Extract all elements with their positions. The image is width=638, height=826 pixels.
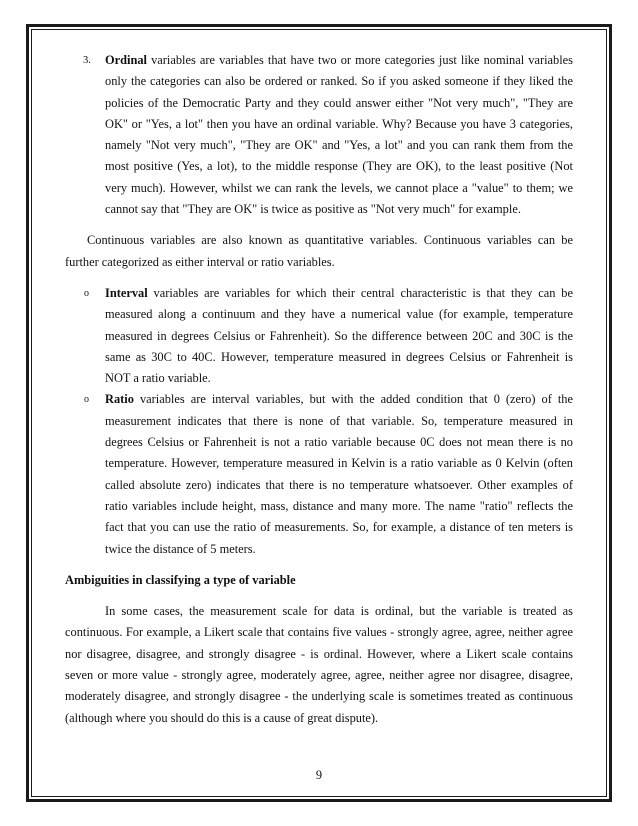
term-interval: Interval [105, 285, 148, 300]
ratio-paragraph [105, 389, 573, 559]
interval-paragraph [105, 283, 573, 389]
bullet-icon: o [84, 287, 89, 299]
term-ratio: Ratio [105, 392, 134, 407]
list-item-interval [65, 283, 573, 389]
term-ordinal: Ordinal [105, 53, 147, 67]
continuous-paragraph: Continuous variables are also known as quantitative variables. Continuous variables can be further categorized as either interval or ratio variables. [65, 233, 573, 269]
page-content [65, 50, 573, 729]
ordinal-text: variables are variables that have two or more categories just like nominal variables only the categories can also be ordered or ranked. So if you asked someone if they liked the policies of the Democratic Party and they could answer either "Not very much", "They are OK" or "Yes, a lot" then you have an ordinal variable. Why? Because you have 3 categories, namely "Not very much", "They are OK" and "Yes, a lot" and you can rank them from the most positive (Yes, a lot), to the middle response (They are OK), to the least positive (Not very much). However, whilst we can rank the levels, we cannot place a "value" to them; we cannot say that "They are OK" is twice as positive as "Not very much" for example. [105, 53, 573, 217]
ratio-text: variables are interval variables, but with the added condition that 0 (zero) of the measurement indicates that there is none of that variable. So, temperature measured in degrees Celsius or Fahrenheit is not a ratio variable because 0C does not mean there is no temperature. However, temperature measured in Kelvin is a ratio variable as 0 Kelvin (often called absolute zero) indicates that there is no temperature whatsoever. Other examples of ratio variables include height, mass, distance and many more. The name "ratio" reflects the fact that you can use the ratio of measurements. So, for example, a distance of ten meters is twice the distance of 5 meters. [105, 392, 573, 556]
section-heading: Ambiguities in classifying a type of variable [65, 572, 296, 587]
ordinal-paragraph [105, 50, 573, 220]
list-item-ratio [65, 389, 573, 559]
ambiguity-paragraph: In some cases, the measurement scale for data is ordinal, but the variable is treated as continuous. For example, a Likert scale that contains five values - strongly agree, agree, neither agree nor disagree, disagree, and strongly disagree - is ordinal. However, where a Likert scale contains seven or more value - strongly agree, moderately agree, agree, neither agree nor disagree, disagree, moderately disagree, and strongly disagree - the underlying scale is sometimes treated as continuous (although where you should do this is a cause of great dispute). [65, 604, 573, 725]
page-number: 9 [315, 768, 323, 782]
bullet-icon: o [84, 394, 89, 406]
list-item-ordinal [65, 50, 573, 220]
interval-text: variables are variables for which their central characteristic is that they can be measured along a continuum and they have a numerical value (for example, temperature measured in degrees Celsius or Fahrenheit). So the difference between 20C and 30C is the same as 30C to 40C. However, temperature measured in degrees Celsius or Fahrenheit is NOT a ratio variable. [105, 285, 573, 386]
list-number: 3. [83, 55, 91, 66]
